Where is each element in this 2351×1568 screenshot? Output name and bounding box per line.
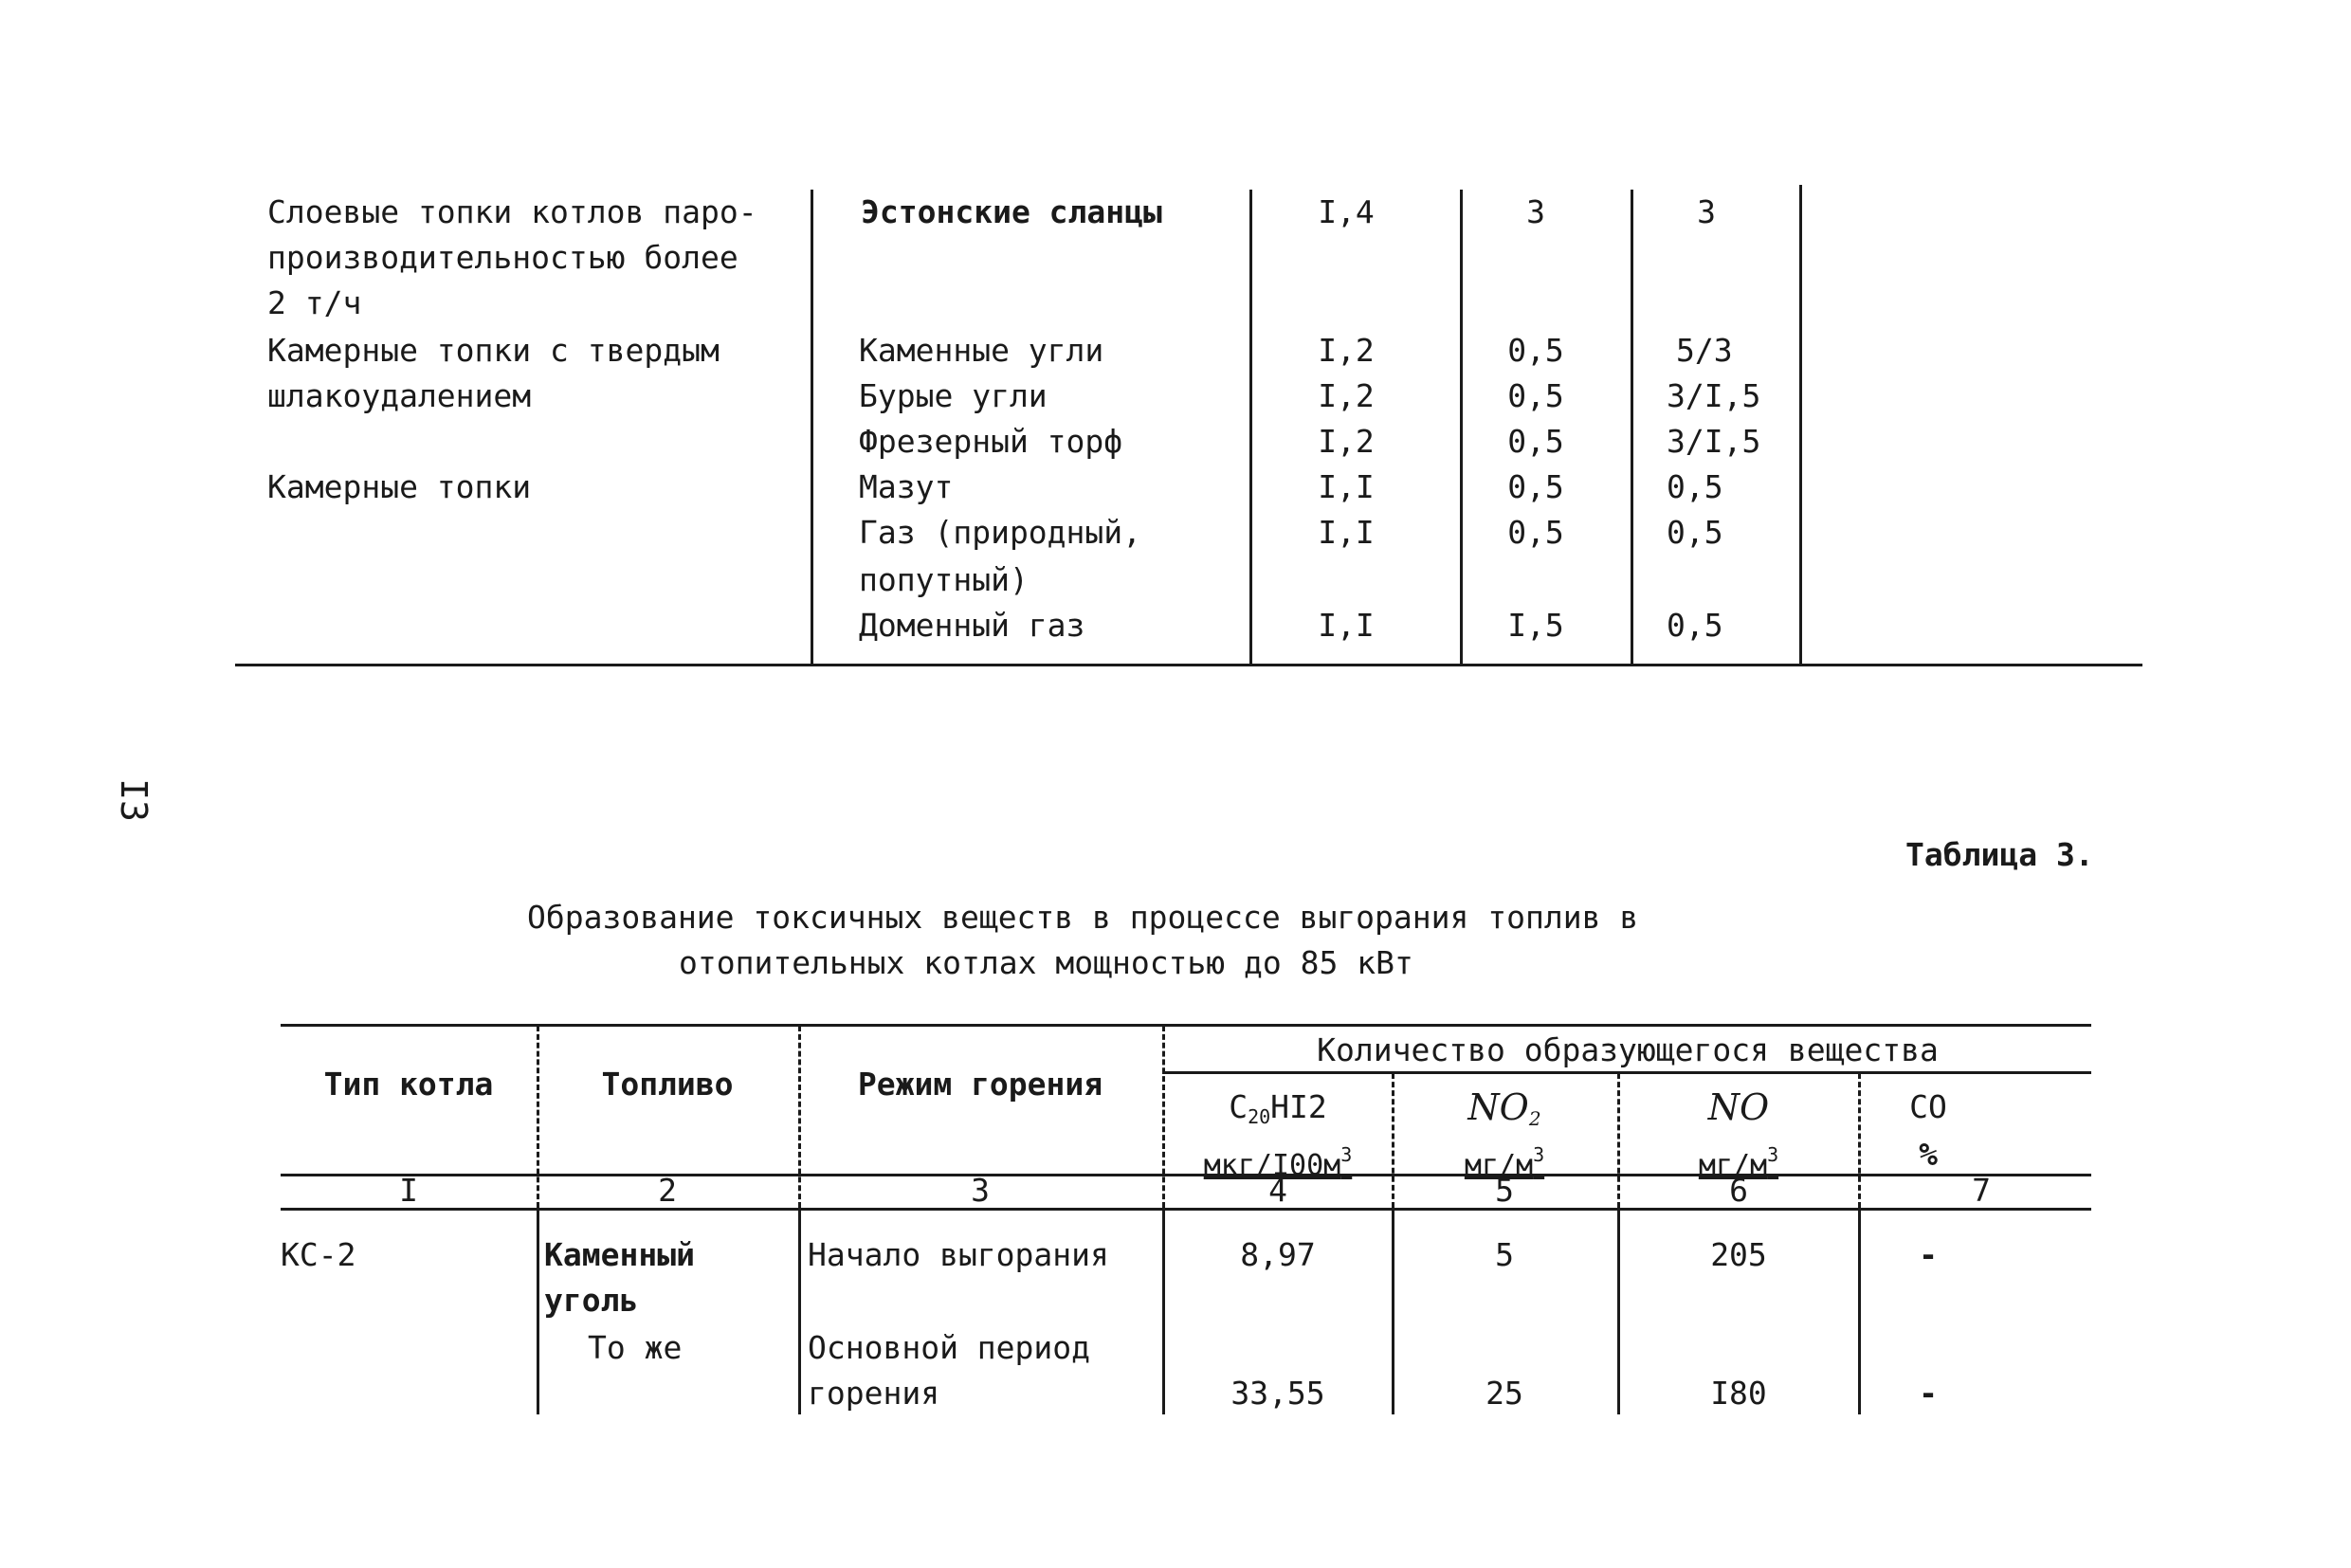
unit-text: мкг/I00м <box>1203 1149 1341 1182</box>
formula-no: NO <box>1467 1086 1529 1128</box>
formula-c: C <box>1229 1088 1248 1125</box>
table-title-line1: Образование токсичных веществ в процессе выгорания топлив в <box>527 899 1639 936</box>
column-number: 6 <box>1729 1172 1748 1209</box>
top-table-vline <box>811 190 813 665</box>
value-cell: 0,5 <box>1667 514 1723 551</box>
formula-h: H <box>1270 1088 1290 1125</box>
table3-body-divider <box>1162 1210 1165 1414</box>
header-co-formula: CO <box>1909 1088 1947 1125</box>
value-cell: I,I <box>1318 607 1375 644</box>
table3-body-divider <box>1858 1210 1861 1414</box>
unit-power: 3 <box>1767 1143 1779 1166</box>
formula-h-sub: I2 <box>1289 1088 1327 1125</box>
value-cell: I,I <box>1318 514 1375 551</box>
table3-row-no: 205 <box>1710 1236 1767 1273</box>
boiler-type-cell: производительностью более <box>267 239 738 276</box>
boiler-type-cell: шлакоудалением <box>267 377 532 414</box>
value-cell: I,2 <box>1318 332 1375 369</box>
header-boiler-type: Тип котла <box>323 1066 494 1103</box>
header-no-formula: NO <box>1707 1086 1770 1128</box>
header-co-unit: % <box>1919 1136 1938 1173</box>
table3-header-divider <box>1162 1026 1165 1208</box>
fuel-cell: Каменные угли <box>859 332 1104 369</box>
top-table-bottom-rule <box>235 664 2142 666</box>
formula-c-sub: 20 <box>1248 1105 1271 1128</box>
table3-row-c20h12: 8,97 <box>1240 1236 1316 1273</box>
fuel-cell: Эстонские сланцы <box>861 193 1162 230</box>
table3-row-type: КС-2 <box>281 1236 356 1273</box>
value-cell: 0,5 <box>1507 514 1564 551</box>
table3-header-divider <box>537 1026 539 1208</box>
fuel-cell: попутный) <box>859 561 1029 598</box>
value-cell: 3 <box>1697 193 1716 230</box>
table3-row-fuel: Каменный <box>544 1236 695 1273</box>
table3-body-divider <box>537 1210 539 1414</box>
table3-body-divider <box>798 1210 801 1414</box>
header-substance-group: Количество образующегося вещества <box>1317 1031 1939 1068</box>
table3-header-divider <box>798 1026 801 1208</box>
top-table-vline <box>1249 190 1252 665</box>
column-number: I <box>399 1172 418 1209</box>
table3-row-fuel: уголь <box>544 1282 639 1319</box>
table3-row-fuel: То же <box>588 1329 683 1366</box>
column-number: 4 <box>1268 1172 1287 1209</box>
table3-body-divider <box>1617 1210 1620 1414</box>
column-number: 7 <box>1972 1172 1991 1209</box>
table3-row-no: I80 <box>1710 1375 1767 1412</box>
value-cell: I,4 <box>1318 193 1375 230</box>
formula-no2-sub: 2 <box>1528 1107 1541 1130</box>
top-table-vline <box>1799 185 1802 665</box>
value-cell: 0,5 <box>1507 423 1564 460</box>
boiler-type-cell: Камерные топки с твердым <box>267 332 720 369</box>
table3-header-divider <box>1617 1073 1620 1208</box>
fuel-cell: Бурые угли <box>859 377 1048 414</box>
fuel-cell: Мазут <box>859 468 954 505</box>
top-table-vline <box>1631 190 1633 665</box>
value-cell: 0,5 <box>1507 468 1564 505</box>
table3-row-mode: горения <box>808 1375 940 1412</box>
column-number: 2 <box>658 1172 677 1209</box>
value-cell: 5/3 <box>1676 332 1733 369</box>
header-fuel: Топливо <box>601 1066 734 1103</box>
table3-row-mode: Начало выгорания <box>808 1236 1109 1273</box>
table3-row-no2: 25 <box>1485 1375 1523 1412</box>
table3-row-co: - <box>1919 1236 1938 1273</box>
column-number: 5 <box>1495 1172 1514 1209</box>
fuel-cell: Газ (природный, <box>859 514 1142 551</box>
table3-row-c20h12: 33,55 <box>1230 1375 1325 1412</box>
value-cell: 0,5 <box>1667 607 1723 644</box>
unit-text: мг/м <box>1464 1149 1534 1182</box>
boiler-type-cell: Камерные топки <box>267 468 532 505</box>
page-number: I3 <box>112 778 155 822</box>
value-cell: 3 <box>1526 193 1545 230</box>
unit-power: 3 <box>1340 1143 1353 1166</box>
table3-row-mode: Основной период <box>808 1329 1091 1366</box>
value-cell: I,2 <box>1318 423 1375 460</box>
table3-header-divider <box>1858 1073 1861 1208</box>
value-cell: 0,5 <box>1507 332 1564 369</box>
table-title-line2: отопительных котлах мощностью до 85 кВт <box>679 944 1413 981</box>
table3-row-no2: 5 <box>1495 1236 1514 1273</box>
value-cell: I,2 <box>1318 377 1375 414</box>
table-label: Таблица 3. <box>1905 836 2094 873</box>
value-cell: 3/I,5 <box>1667 423 1761 460</box>
value-cell: 0,5 <box>1507 377 1564 414</box>
header-combustion-mode: Режим горения <box>857 1066 1103 1103</box>
value-cell: I,5 <box>1507 607 1564 644</box>
unit-text: мг/м <box>1698 1149 1768 1182</box>
fuel-cell: Фрезерный торф <box>859 423 1123 460</box>
table3-row-co: - <box>1919 1375 1938 1412</box>
boiler-type-cell: 2 т/ч <box>267 284 362 321</box>
column-number: 3 <box>971 1172 990 1209</box>
value-cell: I,I <box>1318 468 1375 505</box>
fuel-cell: Доменный газ <box>859 607 1085 644</box>
unit-power: 3 <box>1533 1143 1545 1166</box>
value-cell: 3/I,5 <box>1667 377 1761 414</box>
value-cell: 0,5 <box>1667 468 1723 505</box>
boiler-type-cell: Слоевые топки котлов паро- <box>267 193 757 230</box>
top-table-vline <box>1460 190 1463 665</box>
table3-top-rule <box>281 1024 2091 1027</box>
